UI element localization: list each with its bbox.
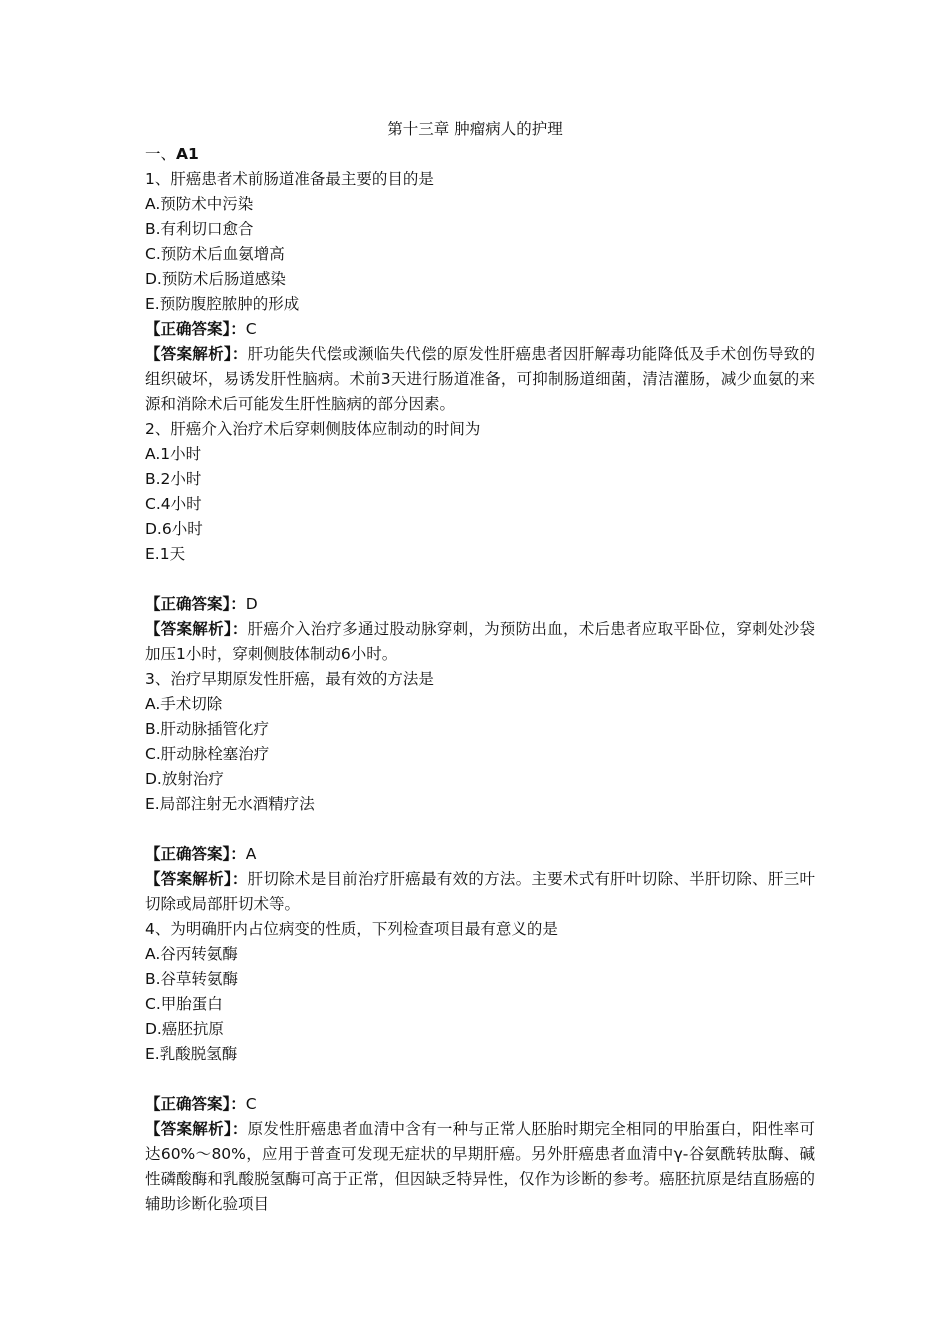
answer-value: C <box>245 1095 257 1113</box>
option-b: B.肝动脉插管化疗 <box>145 720 270 738</box>
option-a: A.谷丙转氨酶 <box>145 945 238 963</box>
option-e: E.预防腹腔脓肿的形成 <box>145 295 300 313</box>
option-c: C.甲胎蛋白 <box>145 995 223 1013</box>
question-stem: 1、肝癌患者术前肠道准备最主要的目的是 <box>145 170 434 188</box>
option-d: D.预防术后肠道感染 <box>145 270 286 288</box>
analysis-label: 【答案解析】： <box>145 345 248 363</box>
answer-line <box>145 317 815 342</box>
analysis-paragraph <box>145 342 815 417</box>
analysis-text: 肝功能失代偿或濒临失代偿的原发性肝癌患者因肝解毒功能降低及手术创伤导致的组织破坏，易诱发肝性脑病。术前3天进行肠道准备，可抑制肠道细菌，清洁灌肠，减少血氨的来源和消除术后可能发生肝性脑病的部分因素。 <box>145 345 815 413</box>
section-heading <box>145 142 815 167</box>
section-label: A1 <box>176 145 199 163</box>
answer-value: C <box>245 320 257 338</box>
question-stem: 3、治疗早期原发性肝癌，最有效的方法是 <box>145 670 434 688</box>
option-a: A.手术切除 <box>145 695 223 713</box>
question-stem: 2、肝癌介入治疗术后穿刺侧肢体应制动的时间为 <box>145 420 481 438</box>
option-b: B.有利切口愈合 <box>145 220 254 238</box>
page-title: 第十三章 肿瘤病人的护理 <box>387 120 563 138</box>
option-e: E.乳酸脱氢酶 <box>145 1045 238 1063</box>
answer-label: 【正确答案】： <box>145 595 246 613</box>
blank-line <box>145 1067 815 1092</box>
analysis-label: 【答案解析】： <box>145 1120 248 1138</box>
analysis-label: 【答案解析】： <box>145 870 248 888</box>
answer-line <box>145 592 815 617</box>
answer-line <box>145 1092 815 1117</box>
option-d: D.6小时 <box>145 520 203 538</box>
question-block <box>145 667 815 917</box>
analysis-text: 原发性肝癌患者血清中含有一种与正常人胚胎时期完全相同的甲胎蛋白，阳性率可达60%～80%，应用于普查可发现无症状的早期肝癌。另外肝癌患者血清中γ-谷氨酰转肽酶、碱性磷酸酶和乳酸脱氢酶可高于正常，但因缺乏特异性，仅作为诊断的参考。癌胚抗原是结直肠癌的辅助诊断化验项目 <box>145 1120 815 1213</box>
option-b: B.谷草转氨酶 <box>145 970 239 988</box>
blank-line <box>145 817 815 842</box>
option-c: C.肝动脉栓塞治疗 <box>145 745 270 763</box>
option-c: C.4小时 <box>145 495 202 513</box>
option-e: E.1天 <box>145 545 186 563</box>
section-prefix: 一、 <box>145 145 177 163</box>
analysis-text: 肝切除术是目前治疗肝癌最有效的方法。主要术式有肝叶切除、半肝切除、肝三叶切除或局部肝切术等。 <box>145 870 815 913</box>
option-e: E.局部注射无水酒精疗法 <box>145 795 315 813</box>
question-block <box>145 167 815 417</box>
option-d: D.放射治疗 <box>145 770 224 788</box>
option-a: A.1小时 <box>145 445 202 463</box>
option-b: B.2小时 <box>145 470 202 488</box>
answer-value: D <box>245 595 258 613</box>
answer-label: 【正确答案】： <box>145 845 246 863</box>
document-body <box>145 142 815 1217</box>
answer-label: 【正确答案】： <box>145 320 246 338</box>
answer-line <box>145 842 815 867</box>
analysis-text: 肝癌介入治疗多通过股动脉穿刺，为预防出血，术后患者应取平卧位，穿刺处沙袋加压1小时，穿刺侧肢体制动6小时。 <box>145 620 815 663</box>
option-d: D.癌胚抗原 <box>145 1020 224 1038</box>
option-a: A.预防术中污染 <box>145 195 254 213</box>
analysis-paragraph <box>145 867 815 917</box>
option-c: C.预防术后血氨增高 <box>145 245 285 263</box>
question-block <box>145 417 815 667</box>
question-stem: 4、为明确肝内占位病变的性质，下列检查项目最有意义的是 <box>145 920 558 938</box>
answer-value: A <box>245 845 257 863</box>
analysis-paragraph <box>145 1117 815 1217</box>
analysis-label: 【答案解析】： <box>145 620 248 638</box>
question-block <box>145 917 815 1217</box>
blank-line <box>145 567 815 592</box>
answer-label: 【正确答案】： <box>145 1095 246 1113</box>
analysis-paragraph <box>145 617 815 667</box>
